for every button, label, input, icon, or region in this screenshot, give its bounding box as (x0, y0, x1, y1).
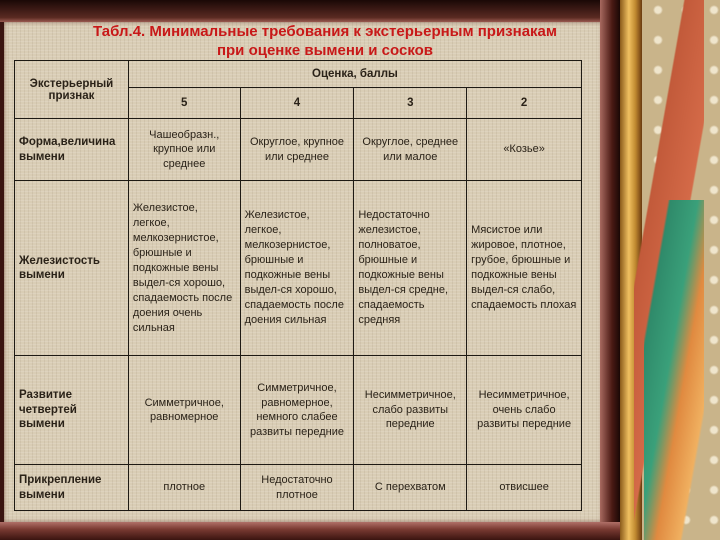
requirements-table (14, 60, 582, 511)
header-feature: Экстерьерный признак (15, 61, 129, 119)
cell: Округлое, среднее или малое (354, 119, 467, 181)
table-row (15, 356, 582, 465)
score-5: 5 (128, 88, 240, 119)
header-score: Оценка, баллы (128, 61, 581, 88)
score-4: 4 (240, 88, 354, 119)
cell: Симметричное, равномерное, немного слабее развиты передние (240, 356, 354, 465)
row-feature: Железистость вымени (15, 181, 129, 356)
cell: «Козье» (467, 119, 582, 181)
slide-frame-top (0, 0, 620, 22)
slide-frame-bottom (0, 522, 620, 540)
cell: Мясистое или жировое, плотное, грубое, брюшные и подкожные вены выдел-ся слабо, спадаемость плохая (467, 181, 582, 356)
table-row (15, 465, 582, 511)
decorative-drape-image (620, 0, 720, 540)
cell: Несимметричное, очень слабо развиты передние (467, 356, 582, 465)
title-line-1: Табл.4. Минимальные требования к экстерьерным признакам (93, 23, 557, 40)
table-header-row (15, 61, 582, 88)
cell: Симметричное, равномерное (128, 356, 240, 465)
cell: Недостаточно плотное (240, 465, 354, 511)
cell: Чашеобразн., крупное или среднее (128, 119, 240, 181)
row-feature: Форма,величина вымени (15, 119, 129, 181)
cell: отвисшее (467, 465, 582, 511)
cell: Несимметричное, слабо развиты передние (354, 356, 467, 465)
table-row (15, 119, 582, 181)
cell: Недостаточно железистое, полноватое, брюшные и подкожные вены выдел-ся средне, спадаемость средняя (354, 181, 467, 356)
cell: С перехватом (354, 465, 467, 511)
cell: Железистое, легкое, мелкозернистое, брюшные и подкожные вены выдел-ся хорошо, спадаемость после доения очень сильная (128, 181, 240, 356)
title-line-2: при оценке вымени и сосков (216, 42, 434, 59)
score-2: 2 (467, 88, 582, 119)
score-3: 3 (354, 88, 467, 119)
cell: плотное (128, 465, 240, 511)
slide-frame-right (600, 0, 620, 540)
slide-title (40, 22, 610, 60)
row-feature: Развитие четвертей вымени (15, 356, 129, 465)
cell: Округлое, крупное или среднее (240, 119, 354, 181)
table-row (15, 181, 582, 356)
row-feature: Прикрепление вымени (15, 465, 129, 511)
cell: Железистое, легкое, мелкозернистое, брюшные и подкожные вены выдел-ся хорошо, спадаемость после доения сильная (240, 181, 354, 356)
green-drape (644, 200, 704, 540)
